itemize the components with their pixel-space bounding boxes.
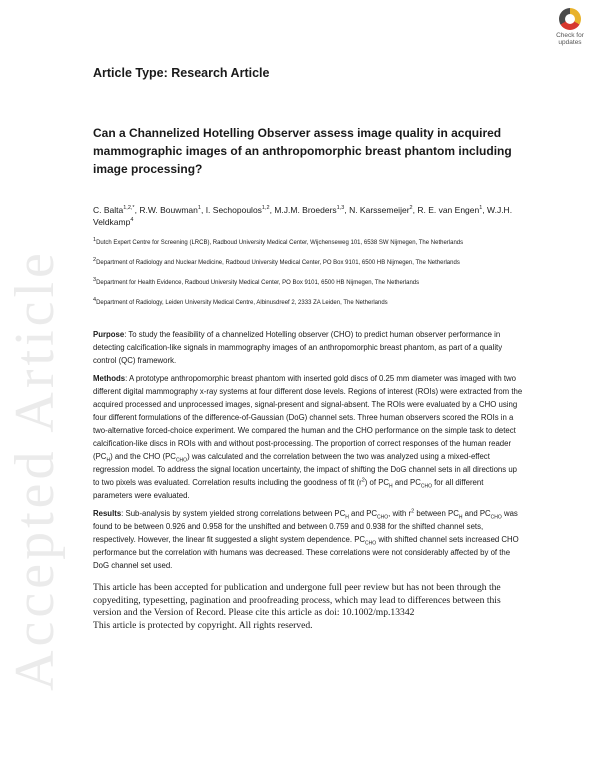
abstract-purpose: Purpose: To study the feasibility of a channelized Hotelling observer (CHO) to predict human observer performance in detecting calcification-like signals in mammography images of an anthropomorphic breast phantom, as part of a quality control (QC) framework. [93,330,503,365]
author-list: C. Balta$^{1,2,*}$, R.W. Bouwman$^1$, I. Sechopoulos$^{1,2}$, M.J.M. Broeders$^{1,3}$, N. Karssemeijer$^2$, R. E. van Engen$^1$, W.J.H. Veldkamp$^4$ [93,205,513,227]
badge-line-2: updates [558,39,582,46]
author: M.J.M. Broeders$^{1,3}$ [274,205,345,215]
author: C. Balta$^{1,2,*}$ [93,205,135,215]
notice-accepted: This article has been accepted for publication and undergone full peer review but has not been through the copyediting, typesetting, pagination and proofreading process, which may lead to differences between this version and the Version of Record. Please cite this article as doi: 10.1002/mp.13342 [93,582,501,618]
author: R. E. van Engen$^1$ [417,205,483,215]
affiliation: $^2$Department of Radiology and Nuclear Medicine, Radboud University Medical Center, PO Box 9101, 6500 HB Nijmegen, The Netherlands [93,257,460,266]
accepted-article-watermark [4,210,66,730]
notice-copyright: This article is protected by copyright. All rights reserved. [93,619,313,631]
author: I. Sechopoulos$^{1,2}$ [205,205,270,215]
paper-front-page [93,66,523,632]
author: R.W. Bouwman$^1$ [139,205,201,215]
abstract-methods: Methods: A prototype anthropomorphic breast phantom with inserted gold discs of 0.25 mm diameter was imaged with two different digital mammography x-ray systems at four different dose levels. Regions of interest (ROIs) were extracted from the acquired processed and unprocessed images, signal-present and signal-absent. The ROIs were evaluated by a CHO using four different formulations of the difference-of-Gaussian (DoG) channel sets. Three human observers scored the ROIs in a two-alternative forced-choice experiment. We compared the human and the CHO performance on the simple task to detect calcification-like discs in ROIs with and without post-processing. The proportion of correct responses of the human reader $(PC_H)$ and the CHO $(PC_{CHO})$ was calculated and the correlation between the two was analyzed using a mixed-effect regression model. To address the signal location uncertainty, the impact of shifting the DoG channel sets in all directions up to two pixels was evaluated. Correlation results including the goodness of fit $(r^2)$ of $PC_H$ and $PC_{CHO}$ for all different parameters were evaluated. [93,374,523,500]
check-for-updates-badge[interactable] [550,8,590,50]
badge-label [556,32,584,46]
abstract-results: Results: Sub-analysis by system yielded strong correlations between $PC_H$ and $PC_{CHO}$, with $r^2$ between $PC_H$ and $PC_{CHO}$ was found to be between 0.926 and 0.958 for the unshifted and between 0.759 and 0.938 for the shifted channel sets, respectively. However, the linear fit suggested a slight system dependence. $PC_{CHO}$ with shifted channel sets increased CHO performance but the correlation with humans was decreased. These correlations were not considerably affected by of the DoG channel set used. [93,508,519,570]
author: W.J.H. Veldkamp$^4$ [93,205,513,227]
watermark-text: Accepted Article [4,249,66,691]
check-updates-icon [559,8,581,30]
article-type: Article Type: Research Article [93,66,270,80]
badge-line-1: Check for [556,32,584,39]
affiliation: $^4$Department of Radiology, Leiden University Medical Centre, Albinusdreef 2, 2333 ZA Leiden, The Netherlands [93,297,388,306]
publication-notice [93,582,523,632]
affiliation: $^3$Department for Health Evidence, Radboud University Medical Center, PO Box 9101, 6500 HB Nijmegen, The Netherlands [93,277,420,286]
affiliation: $^1$Dutch Expert Centre for Screening (LRCB), Radboud University Medical Center, Wijchenseweg 101, 6538 SW Nijmegen, The Netherlands [93,237,464,246]
author: N. Karssemeijer$^2$ [349,205,413,215]
paper-title: Can a Channelized Hotelling Observer assess image quality in acquired mammographic images of an anthropomorphic breast phantom including image processing? [93,126,512,176]
